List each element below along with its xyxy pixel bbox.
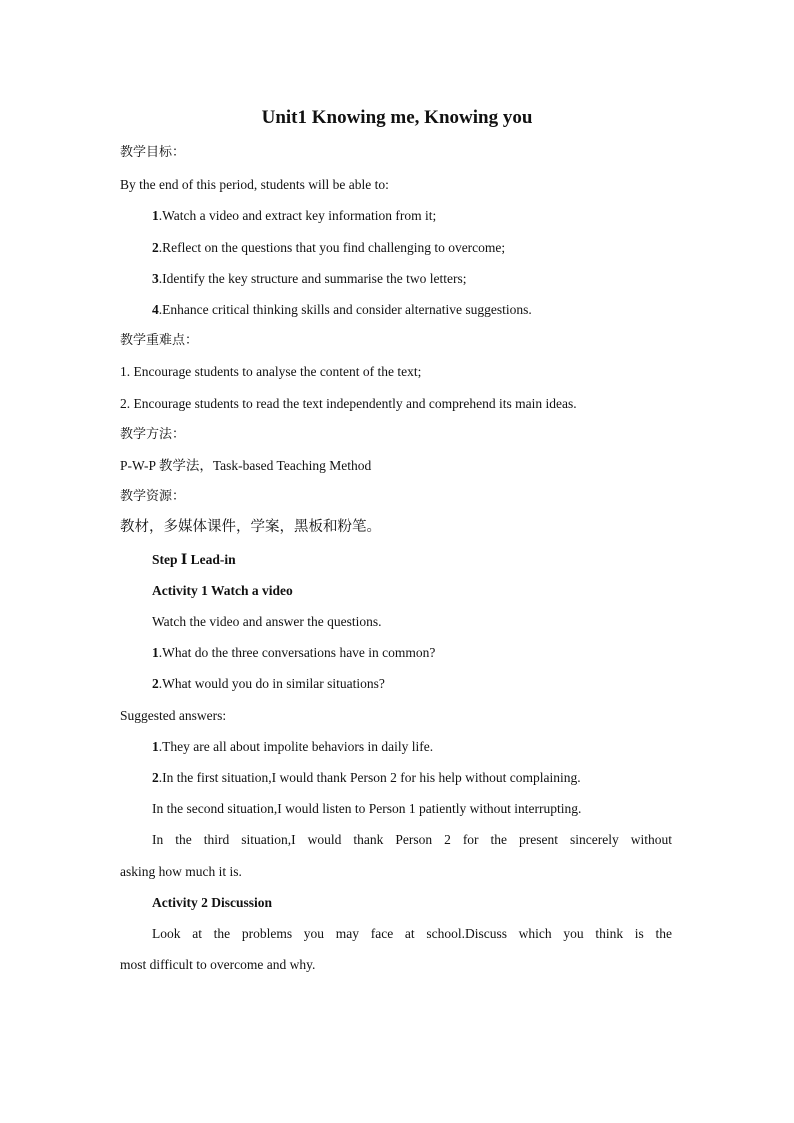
methods-text: P-W-P 教学法，Task-based Teaching Method bbox=[120, 458, 372, 473]
item-number: 2 bbox=[152, 770, 159, 785]
activity-instruction: Watch the video and answer the questions. bbox=[152, 614, 382, 629]
item-text: .Enhance critical thinking skills and consider alternative suggestions. bbox=[158, 302, 532, 317]
answer-line: In the second situation,I would listen to Person 1 patiently without interrupting. bbox=[152, 801, 582, 816]
item-text: .Watch a video and extract key information from it; bbox=[158, 208, 437, 223]
item-text: .What do the three conversations have in common? bbox=[158, 645, 436, 660]
objective-item bbox=[152, 239, 505, 257]
answers-heading: Suggested answers: bbox=[120, 708, 227, 723]
methods-heading: 教学方法： bbox=[120, 427, 186, 442]
item-number: 4 bbox=[152, 302, 159, 317]
objective-item bbox=[152, 270, 467, 288]
item-number: 1 bbox=[152, 739, 159, 754]
item-number: 1 bbox=[152, 645, 159, 660]
answer-item bbox=[152, 738, 433, 756]
resources-text: 教材，多媒体课件，学案，黑板和粉笔。 bbox=[120, 519, 381, 535]
item-number: 2 bbox=[152, 676, 159, 691]
item-number: 2 bbox=[152, 240, 159, 255]
item-text: .Identify the key structure and summarise the two letters; bbox=[158, 271, 467, 286]
item-text: .Reflect on the questions that you find challenging to overcome; bbox=[158, 240, 506, 255]
item-text: .What would you do in similar situations? bbox=[158, 676, 385, 691]
objectives-heading: 教学目标： bbox=[120, 145, 186, 160]
question-item bbox=[152, 644, 435, 662]
key-point-item: 1. Encourage students to analyse the content of the text; bbox=[120, 364, 422, 379]
answer-line: In the third situation,I would thank Person 2 for the present sincerely without bbox=[152, 832, 672, 847]
activity-heading: Activity 1 Watch a video bbox=[152, 583, 293, 598]
discussion-line: most difficult to overcome and why. bbox=[120, 957, 316, 972]
step-heading: Step Ⅰ Lead-in bbox=[152, 552, 236, 567]
activity-heading: Activity 2 Discussion bbox=[152, 895, 273, 910]
discussion-line: Look at the problems you may face at school.Discuss which you think is the bbox=[152, 926, 672, 941]
answer-item bbox=[152, 769, 581, 787]
item-text: .In the first situation,I would thank Person 2 for his help without complaining. bbox=[158, 770, 581, 785]
item-text: .They are all about impolite behaviors in daily life. bbox=[158, 739, 434, 754]
question-item bbox=[152, 675, 385, 693]
objectives-intro: By the end of this period, students will be able to: bbox=[120, 177, 389, 192]
document-title: Unit1 Knowing me, Knowing you bbox=[261, 107, 533, 128]
objective-item bbox=[152, 207, 436, 225]
key-points-heading: 教学重难点： bbox=[120, 333, 199, 348]
answer-line: asking how much it is. bbox=[120, 864, 242, 879]
key-point-item: 2. Encourage students to read the text independently and comprehend its main ideas. bbox=[120, 396, 577, 411]
item-number: 3 bbox=[152, 271, 159, 286]
resources-heading: 教学资源： bbox=[120, 489, 186, 504]
item-number: 1 bbox=[152, 208, 159, 223]
objective-item bbox=[152, 301, 532, 319]
